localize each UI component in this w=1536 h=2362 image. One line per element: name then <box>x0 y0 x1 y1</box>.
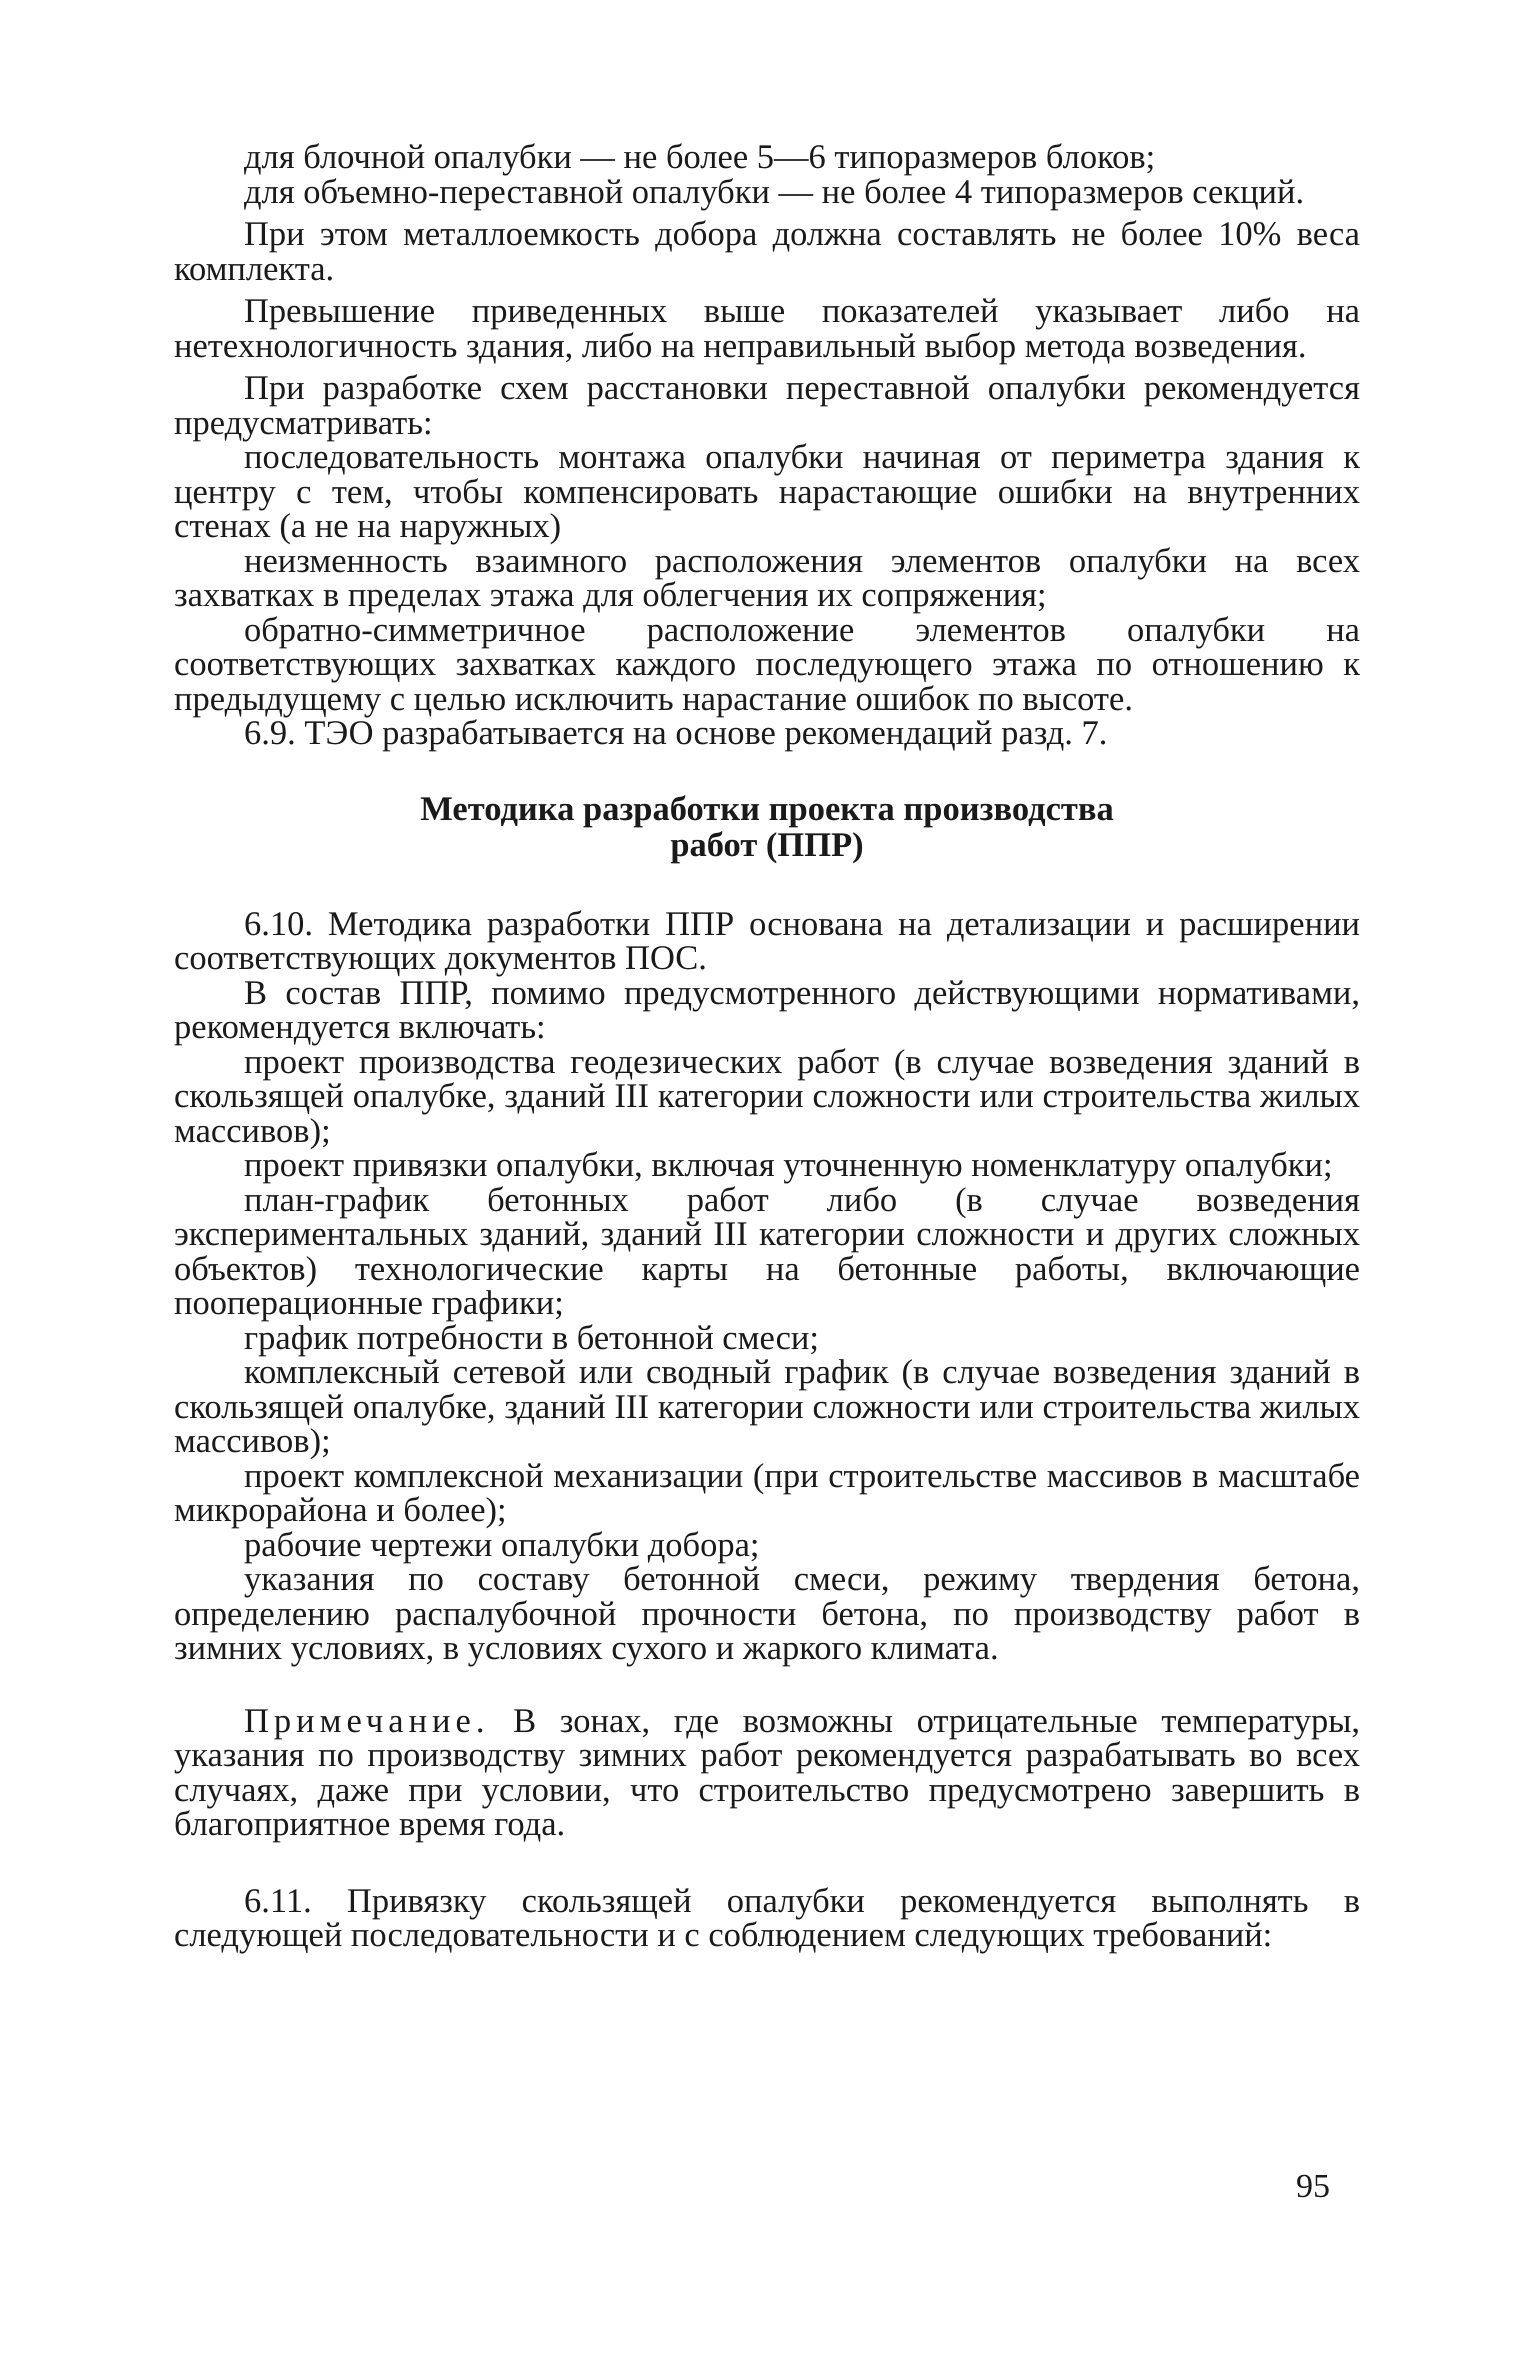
list-item: план-график бетонных работ либо (в случае возведения экспериментальных зданий, зданий III категории сложности и других сложных объектов) технологические карты на бетонные работы, включающие пооперационные графики; <box>174 1180 1360 1322</box>
paragraph: 6.10. Методика разработки ППР основана на детализации и расширении соответствующих документов ПОС. <box>174 904 1360 977</box>
note-paragraph <box>174 1701 1361 1843</box>
list-item: проект производства геодезических работ (в случае возведения зданий в скользящей опалубке, зданий III категории сложности или строительства жилых массивов); <box>174 1042 1360 1150</box>
list-item: указания по составу бетонной смеси, режиму твердения бетона, определению распалубочной прочности бетона, по производству работ в зимних условиях, в условиях сухого и жаркого климата. <box>174 1560 1360 1667</box>
heading-line: Методика разработки проекта производства <box>420 789 1114 828</box>
list-item: рабочие чертежи опалубки добора; <box>244 1525 760 1564</box>
page-number: 95 <box>1296 2168 1330 2205</box>
paragraph: При этом металлоемкость добора должна составлять не более 10% веса комплекта. <box>174 215 1360 288</box>
list-item: проект привязки опалубки, включая уточненную номенклатуру опалубки; <box>244 1146 1333 1184</box>
list-item: последовательность монтажа опалубки начиная от периметра здания к центру с тем, чтобы компенсировать нарастающие ошибки на внутренних стенах (а не на наружных) <box>174 438 1360 545</box>
note-text: В зонах, где возможны отрицательные температуры, указания по производству зимних работ рекомендуется разрабатывать во всех случаях, даже при условии, что строительство предусмотрено завершить в благоприятное время года. <box>174 1701 1361 1843</box>
list-item: неизменность взаимного расположения элементов опалубки на всех захватках в пределах этажа для облегчения их сопряжения; <box>174 541 1360 614</box>
paragraph: для блочной опалубки — не более 5—6 типоразмеров блоков; <box>244 138 1156 176</box>
page-body <box>174 140 1360 1953</box>
section-heading <box>174 791 1360 863</box>
list-item: график потребности в бетонной смеси; <box>244 1318 819 1357</box>
paragraph: При разработке схем расстановки переставной опалубки рекомендуется предусматривать: <box>174 369 1360 442</box>
heading-line: работ (ППР) <box>670 825 864 864</box>
list-item: проект комплексной механизации (при строительстве массивов в масштабе микрорайона и более); <box>174 1456 1360 1529</box>
list-item: комплексный сетевой или сводный график (в случае возведения зданий в скользящей опалубке, зданий III категории сложности или строительства жилых массивов); <box>174 1353 1360 1460</box>
paragraph: для объемно-переставной опалубки — не более 4 типоразмеров секций. <box>244 172 1305 211</box>
note-label: Примечание. <box>244 1701 490 1740</box>
paragraph: 6.11. Привязку скользящей опалубки рекомендуется выполнять в следующей последовательности и с соблюдением следующих требований: <box>174 1881 1360 1954</box>
paragraph: 6.9. ТЭО разрабатывается на основе рекомендаций разд. 7. <box>244 714 1108 752</box>
list-item: обратно-симметричное расположение элементов опалубки на соответствующих захватках каждого последующего этажа по отношению к предыдущему с целью исключить нарастание ошибок по высоте. <box>174 610 1360 718</box>
paragraph: Превышение приведенных выше показателей указывает либо на нетехнологичность здания, либо на неправильный выбор метода возведения. <box>174 292 1360 365</box>
paragraph: В состав ППР, помимо предусмотренного действующими нормативами, рекомендуется включать: <box>174 973 1360 1046</box>
